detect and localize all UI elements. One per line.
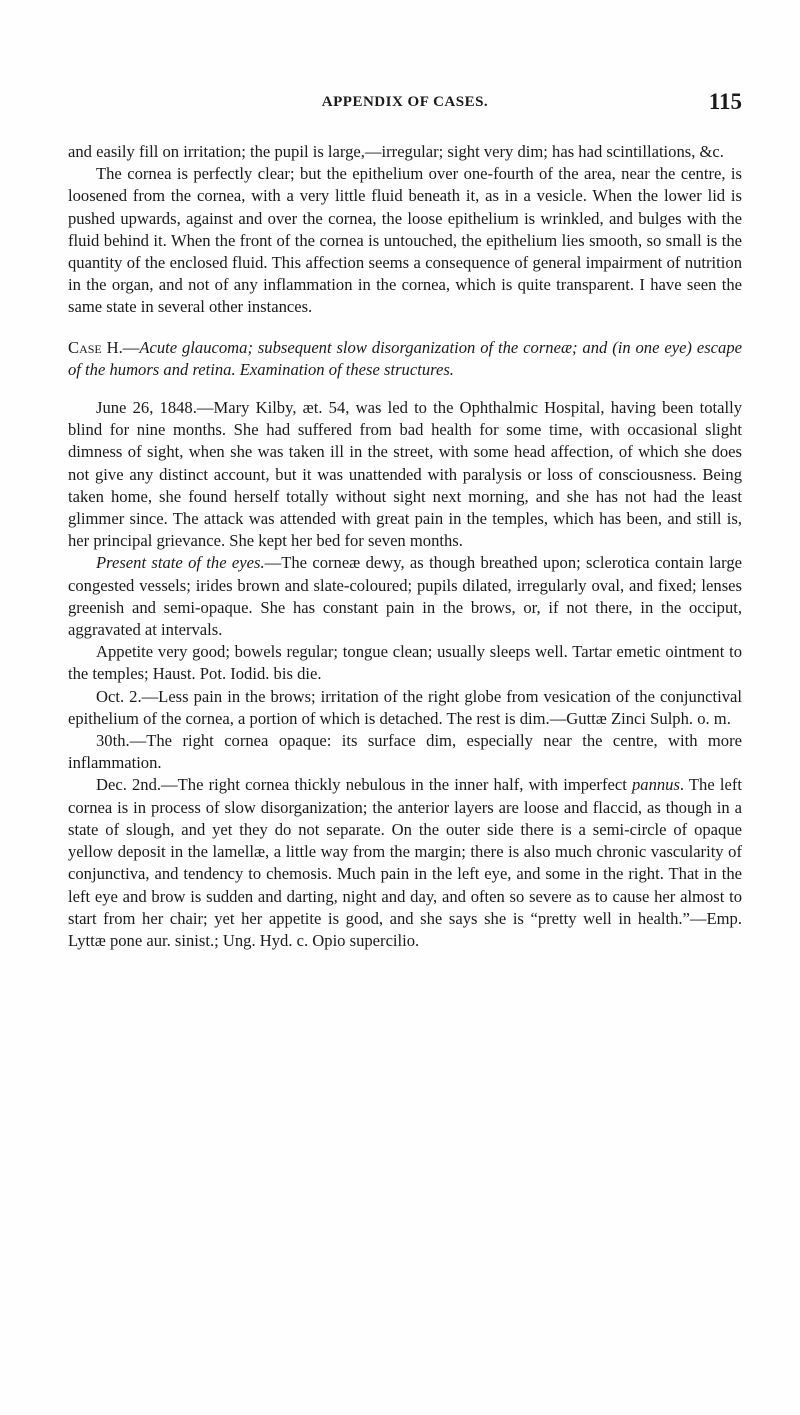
dec-2-pannus: pannus [631,775,680,795]
case-label: Case H.— [68,337,140,357]
paragraph-30th: 30th.—The right cornea opaque: its surface dim, especially near the centre, with more inflammation. [68,731,742,773]
paragraph-present-state [68,552,742,641]
page-number: 115 [708,89,742,114]
paragraph-oct-2: Oct. 2.—Less pain in the brows; irritation of the right globe from vesication of the conjunctival epithelium of the cornea, a portion of which is detached. The rest is dim.—Guttæ Zinci Sulph. o. m. [68,686,742,728]
paragraph-history: June 26, 1848.—Mary Kilby, æt. 54, was led to the Ophthalmic Hospital, having been totally blind for nine months. She had suffered from bad health for some time, with occasional slight dimness of sight, when she was taken ill in the street, with some head affection, of which she does not give any distinct account, but it was unattended with paralysis or loss of consciousness. Being taken home, she found herself totally without sight next morning, and she has not had the least glimmer since. The attack was attended with great pain in the temples, which has been, and still is, her principal grievance. She kept her bed for seven months. [68,398,742,551]
running-head: APPENDIX OF CASES. [321,94,489,110]
paragraph-appetite: Appetite very good; bowels regular; tongue clean; usually sleeps well. Tartar emetic ointment to the temples; Haust. Pot. Iodid. bis die. [68,642,742,684]
present-state-lead: Present state of the eyes. [96,553,265,573]
paragraph-cornea: The cornea is perfectly clear; but the epithelium over one-fourth of the area, near the centre, is loosened from the cornea, with a very little fluid beneath it, as in a vesicle. When the lower lid is pushed upwards, against and over the cornea, the loose epithelium is wrinkled, and bulges with the fluid behind it. When the front of the cornea is untouched, the epithelium lies smooth, so small is the quantity of the enclosed fluid. This affection seems a consequence of general impairment of nutrition in the organ, and not of any inflammation in the cornea, which is quite transparent. I have seen the same state in several other instances. [68,164,742,317]
dec-2-text-a: Dec. 2nd.—The right cornea thickly nebulous in the inner half, with imperfect [96,775,632,795]
page-body [68,141,742,952]
present-state-text: —The corneæ dewy, as though breathed upon; sclerotica contain large congested vessels; irides brown and slate-coloured; pupils dilated, irregularly oval, and fixed; lenses greenish and semi-opaque. She has constant pain in the brows, or, if not there, in the occiput, aggravated at intervals. [68,553,742,640]
page-header [68,89,742,119]
dec-2-text-b: . The left cornea is in process of slow disorganization; the anterior layers are loose and flaccid, as though in a state of slough, and yet they do not separate. On the outer side there is a semi-circle of opaque yellow deposit in the lamellæ, a little way from the margin; there is also much chronic vascularity of conjunctiva, and tendency to chemosis. Much pain in the left eye, and some in the right. That in the left eye and brow is sudden and darting, night and day, and often so severe as to cause her almost to start from her chair; yet her appetite is good, and she says she is “pretty well in health.”—Emp. Lyttæ pone aur. sinist.; Ung. Hyd. c. Opio supercilio. [68,775,742,950]
paragraph-dec-2 [68,774,742,952]
case-title: Acute glaucoma; subsequent slow disorganization of the corneæ; and (in one eye) escape of the humors and retina. Examination of these structures. [68,337,742,379]
paragraph-continuation: and easily fill on irritation; the pupil is large,—irregular; sight very dim; has had scintillations, &c. [68,142,724,161]
case-heading [68,337,742,381]
